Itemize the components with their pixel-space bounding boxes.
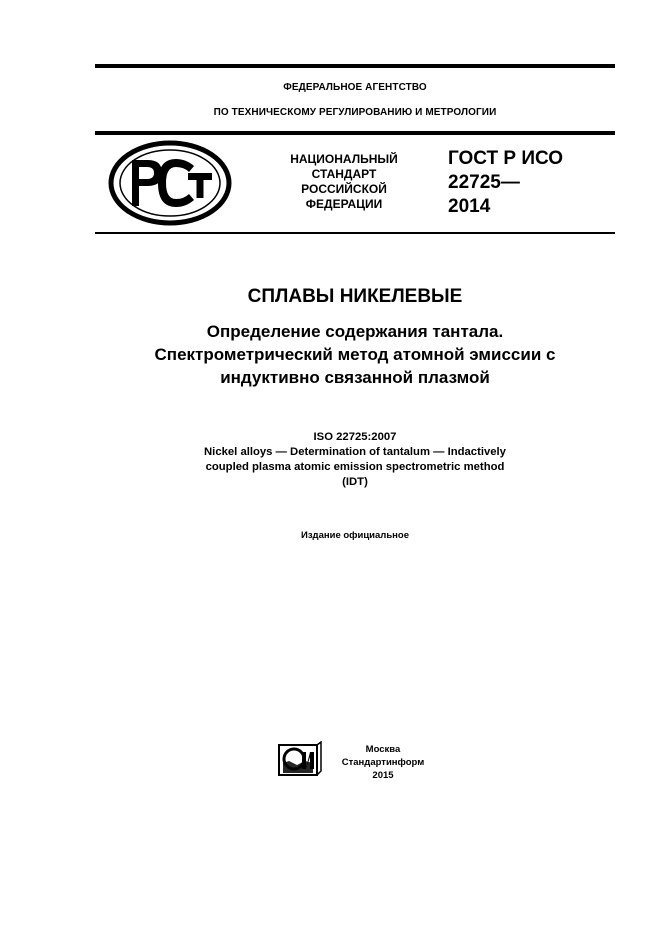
top-rule	[95, 64, 615, 68]
iso-title-line-1: Nickel alloys — Determination of tantalum — Indactively	[204, 446, 506, 458]
publisher-block	[330, 743, 436, 782]
document-subtitle	[95, 320, 615, 389]
designation-line-3: 2014	[448, 196, 491, 217]
national-standard-label	[268, 152, 420, 212]
designation-line-1: ГОСТ Р ИСО	[448, 148, 564, 169]
header-rule	[95, 131, 615, 135]
publisher-name: Стандартинформ	[341, 757, 425, 768]
iso-code: ISO 22725:2007	[313, 431, 397, 443]
standard-designation	[448, 147, 608, 219]
designation-line-2: 22725—	[448, 172, 520, 193]
logo-bottom-rule	[95, 232, 615, 234]
publisher-city: Москва	[365, 744, 401, 755]
iso-title-line-3: (IDT)	[342, 476, 368, 488]
standartinform-logo	[277, 741, 323, 779]
iso-title-line-2: coupled plasma atomic emission spectrometric method	[205, 461, 505, 473]
iso-reference	[95, 430, 615, 490]
agency-line-2: ПО ТЕХНИЧЕСКОМУ РЕГУЛИРОВАНИЮ И МЕТРОЛОГИИ	[213, 107, 497, 118]
subtitle-line-1: Определение содержания тантала.	[206, 322, 504, 341]
document-title: СПЛАВЫ НИКЕЛЕВЫЕ	[247, 286, 463, 307]
edition-label: Издание официальное	[301, 530, 409, 541]
national-standard-line-1: НАЦИОНАЛЬНЫЙ	[290, 152, 398, 166]
national-standard-line-2: СТАНДАРТ	[311, 167, 377, 181]
subtitle-line-3: индуктивно связанной плазмой	[220, 368, 490, 387]
agency-line-1: ФЕДЕРАЛЬНОЕ АГЕНТСТВО	[283, 82, 427, 93]
national-standard-line-3: РОССИЙСКОЙ	[301, 182, 387, 196]
subtitle-line-2: Спектрометрический метод атомной эмиссии с	[154, 345, 556, 364]
rst-logo	[108, 140, 232, 226]
national-standard-line-4: ФЕДЕРАЦИИ	[305, 197, 383, 211]
publisher-year: 2015	[372, 770, 394, 781]
